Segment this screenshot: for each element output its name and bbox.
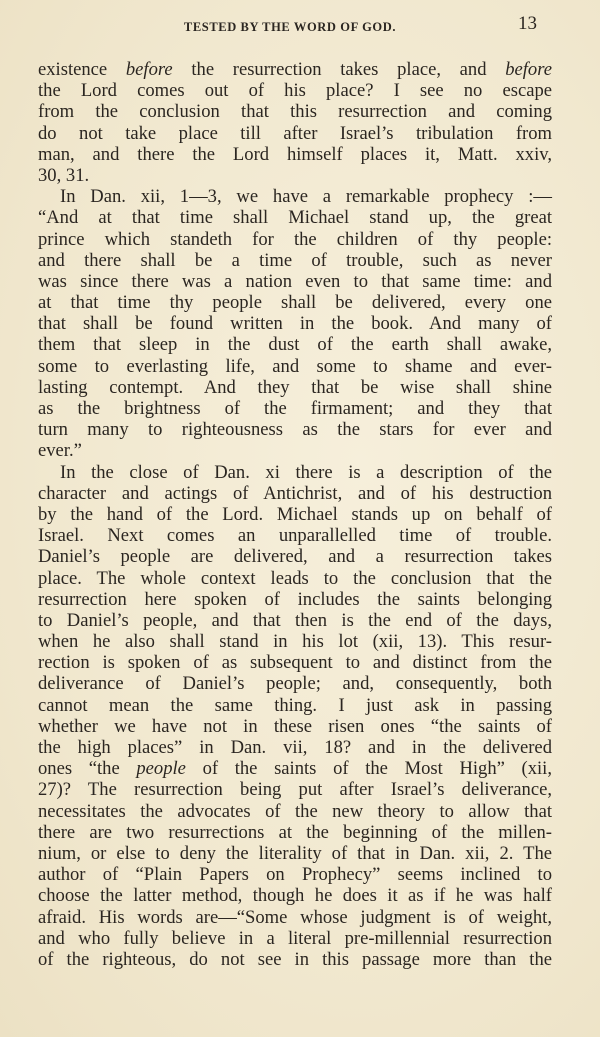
text-span: them that sleep in the dust of the earth shall awake, (38, 334, 552, 356)
text-span: 27)? The resurrection being put after Israel’s deliverance, (38, 779, 552, 801)
text-span: by the hand of the Lord. Michael stands up on behalf of (38, 503, 552, 525)
text-span: and who fully believe in a literal pre-millennial resurrection (38, 927, 552, 949)
body-text (38, 59, 552, 970)
text-span: existence (38, 59, 126, 80)
text-span: afraid. His words are—“Some whose judgment is of weight, (38, 906, 552, 928)
text-line (38, 398, 552, 419)
text-line (38, 907, 552, 928)
text-line (38, 313, 552, 334)
text-line (38, 885, 552, 906)
text-span: and there shall be a time of trouble, such as never (38, 249, 552, 271)
text-line (38, 462, 552, 483)
italic-emphasis: before (125, 59, 173, 80)
text-span: of the righteous, do not see in this passage more than the (38, 948, 552, 970)
text-span: that shall be found written in the book. And many of (38, 313, 552, 335)
text-line (38, 801, 552, 822)
text-line (38, 843, 552, 864)
text-line (38, 758, 552, 779)
text-line (38, 568, 552, 589)
text-span: “And at that time shall Michael stand up, the great (38, 207, 552, 229)
text-span: ones “the (38, 758, 137, 780)
text-line (38, 864, 552, 885)
text-span: resurrection here spoken of includes the saints belonging (38, 588, 552, 610)
text-span: when he also shall stand in his lot (xii, 13). This resur- (38, 631, 552, 653)
text-span: Daniel’s people are delivered, and a resurrection takes (38, 546, 552, 568)
text-line (38, 186, 552, 207)
text-line (38, 716, 552, 737)
text-line (38, 483, 552, 504)
text-span: character and actings of Antichrist, and of his destruction (38, 482, 552, 504)
text-line (38, 610, 552, 631)
text-span: do not take place till after Israel’s tribulation from (38, 122, 552, 144)
text-span: prince which standeth for the children of thy people: (38, 228, 552, 250)
text-line (38, 144, 552, 165)
text-span: whether we have not in these risen ones “the saints of (38, 715, 552, 737)
text-span: author of “Plain Papers on Prophecy” seems inclined to (38, 864, 552, 886)
italic-emphasis: before (505, 59, 552, 80)
text-span: 30, 31. (38, 164, 90, 186)
text-line (38, 779, 552, 800)
text-line (38, 737, 552, 758)
text-line (38, 59, 552, 80)
text-span: necessitates the advocates of the new theory to allow that (38, 800, 552, 822)
text-span: In Dan. xii, 1—3, we have a remarkable prophecy :— (60, 186, 552, 208)
text-span: Israel. Next comes an unparallelled time of trouble. (38, 525, 552, 547)
text-span: choose the latter method, though he does it as if he was half (38, 885, 552, 907)
text-line (38, 546, 552, 567)
text-span: the resurrection takes place, and (172, 59, 506, 80)
text-line (38, 525, 552, 546)
italic-emphasis: people (136, 758, 186, 780)
text-line (38, 123, 552, 144)
text-line (38, 356, 552, 377)
text-line (38, 589, 552, 610)
text-span: as the brightness of the firmament; and they that (38, 398, 552, 419)
text-span: some to everlasting life, and some to shame and ever- (38, 355, 552, 377)
text-span: rection is spoken of as subsequent to and distinct from the (38, 652, 552, 674)
text-span: In the close of Dan. xi there is a description of the (60, 461, 552, 483)
text-line (38, 377, 552, 398)
text-span: from the conclusion that this resurrection and coming (38, 101, 552, 123)
text-span: of the saints of the Most High” (xii, (185, 758, 552, 780)
text-span: ever.” (38, 440, 82, 462)
text-span: deliverance of Daniel’s people; and, consequently, both (38, 673, 552, 695)
text-span: at that time thy people shall be delivered, every one (38, 292, 552, 314)
text-line (38, 504, 552, 525)
text-span: man, and there the Lord himself places it, Matt. xxiv, (38, 143, 552, 165)
text-line (38, 165, 552, 186)
text-span: was since there was a nation even to that same time: and (38, 270, 552, 292)
text-line (38, 949, 552, 970)
text-line (38, 101, 552, 122)
text-line (38, 928, 552, 949)
text-line (38, 631, 552, 652)
text-line (38, 673, 552, 694)
text-span: there are two resurrections at the beginning of the millen- (38, 821, 552, 843)
text-span: the high places” in Dan. vii, 18? and in the delivered (38, 737, 552, 758)
text-line (38, 419, 552, 440)
text-line (38, 652, 552, 673)
page-number: 13 (518, 13, 537, 34)
text-span: to Daniel’s people, and that then is the end of the days, (38, 609, 552, 631)
text-line (38, 822, 552, 843)
text-line (38, 334, 552, 355)
text-span: place. The whole context leads to the conclusion that the (38, 567, 552, 589)
text-line (38, 292, 552, 313)
running-head-title: TESTED BY THE WORD OF GOD. (183, 20, 397, 34)
text-line (38, 229, 552, 250)
text-line (38, 207, 552, 228)
text-span: cannot mean the same thing. I just ask in passing (38, 694, 552, 716)
text-line (38, 695, 552, 716)
text-span: the Lord comes out of his place? I see no escape (38, 80, 552, 102)
text-line (38, 80, 552, 101)
text-span: nium, or else to deny the literality of that in Dan. xii, 2. The (38, 842, 552, 864)
text-span: lasting contempt. And they that be wise shall shine (38, 376, 552, 398)
text-span: turn many to righteousness as the stars for ever and (38, 419, 552, 441)
text-line (38, 440, 552, 461)
text-line (38, 250, 552, 271)
text-line (38, 271, 552, 292)
